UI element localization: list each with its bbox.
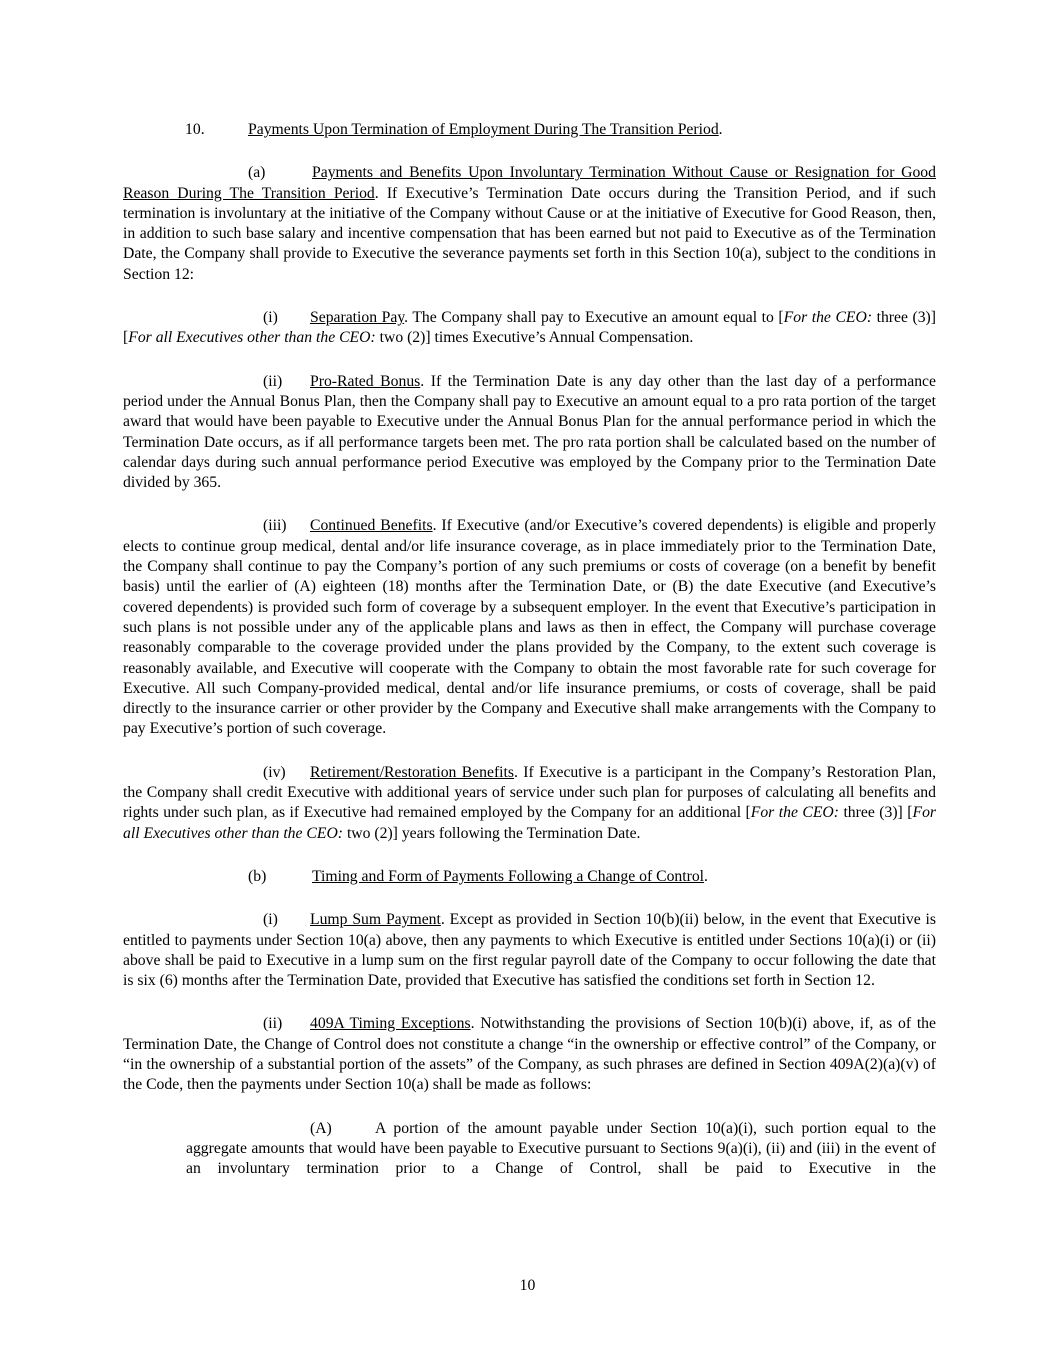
clause-title-b-ii: 409A Timing Exceptions [310, 1015, 471, 1033]
paragraph-10a-ii [123, 372, 936, 494]
clause-title-a-iii: Continued Benefits [310, 517, 433, 535]
clause-text-a-i-2: three (3)] [ [123, 309, 937, 347]
clause-italic-a-iv-2: For all Executives other than the CEO: [123, 804, 937, 842]
clause-label-b-i: (i) [263, 911, 278, 929]
paragraph-10b [123, 867, 936, 887]
clause-italic-a-i-1: For the CEO: [783, 309, 873, 327]
paragraph-10b-ii [123, 1014, 936, 1095]
section-title-period: . [718, 121, 723, 138]
section-title: Payments Upon Termination of Employment During The Transition Period [248, 121, 719, 138]
paragraph-10b-ii-A [186, 1119, 936, 1180]
clause-text-a-iv-2: three (3)] [ [838, 804, 913, 822]
clause-label-b-ii: (ii) [263, 1015, 283, 1033]
paragraph-10b-i [123, 910, 936, 991]
clause-title-a-ii: Pro-Rated Bonus [310, 372, 421, 390]
clause-label-b-ii-A: (A) [310, 1119, 332, 1137]
paragraph-10a [123, 163, 936, 285]
clause-label-b: (b) [248, 867, 267, 885]
paragraph-10a-iv [123, 763, 936, 844]
clause-italic-a-i-2: For all Executives other than the CEO: [128, 329, 376, 347]
clause-text-a: . If Executive’s Termination Date occurs during the Transition Period, and if such termination is involuntary at the initiative of the Company without Cause or at the initiative of Executive for Good Reason, then, in addition to such base salary and incentive compensation that has been earned but not paid to Executive as of the Termination Date, the Company shall provide to Executive the severance payments set forth in this Section 10(a), subject to the conditions in Section 12: [123, 184, 936, 283]
clause-title-b: Timing and Form of Payments Following a Change of Control [312, 867, 705, 885]
clause-title-b-i: Lump Sum Payment [310, 911, 441, 929]
clause-label-a: (a) [248, 164, 266, 182]
clause-text-a-iv-3: two (2)] years following the Termination Date. [343, 824, 641, 842]
clause-text-b-ii-A: A portion of the amount payable under Section 10(a)(i), such portion equal to the aggregate amounts that would have been payable to Executive pursuant to Sections 9(a)(i), (ii) and (iii) in the event of an involuntary termination prior to a Change of Control, shall be paid to Executive in the [186, 1119, 936, 1178]
clause-title-a-iv: Retirement/Restoration Benefits [310, 763, 515, 781]
clause-italic-a-iv-1: For the CEO: [750, 804, 839, 822]
clause-text-a-i-1: . The Company shall pay to Executive an amount equal to [ [404, 309, 784, 327]
document-body [123, 120, 936, 1179]
page-number: 10 [519, 1277, 536, 1294]
clause-label-a-ii: (ii) [263, 372, 283, 390]
clause-text-b-i: . Except as provided in Section 10(b)(ii) below, in the event that Executive is entitled to payments under Section 10(a) above, then any payments to which Executive is entitled under Sections 10(a)(i) or (ii) above shall be paid to Executive in a lump sum on the first regular payroll date of the Company to occur following the date that is six (6) months after the Termination Date, provided that Executive has satisfied the conditions set forth in Section 12. [123, 911, 936, 990]
paragraph-10a-iii [123, 516, 936, 739]
clause-title-b-period: . [704, 867, 708, 885]
clause-text-b-ii: . Notwithstanding the provisions of Section 10(b)(i) above, if, as of the Termination Date, the Change of Control does not constitute a change “in the ownership or effective control” of the Company, or “in the ownership of a substantial portion of the assets” of the Company, as such phrases are defined in Section 409A(2)(a)(v) of the Code, then the payments under Section 10(a) shall be made as follows: [123, 1015, 936, 1094]
clause-text-a-iv-1: . If Executive is a participant in the Company’s Restoration Plan, the Company shall credit Executive with additional years of service under such plan for purposes of calculating all benefits and rights under such plan, as if Executive had remained employed by the Company for an additional [ [123, 763, 936, 822]
clause-label-a-iii: (iii) [263, 517, 287, 535]
clause-text-a-i-3: two (2)] times Executive’s Annual Compensation. [375, 329, 694, 347]
clause-label-a-iv: (iv) [263, 763, 286, 781]
clause-title-a-i: Separation Pay [310, 309, 405, 327]
section-number: 10. [185, 121, 205, 138]
clause-title-a: Payments and Benefits Upon Involuntary Termination Without Cause or Resignation for Good Reason During The Transition Period [123, 164, 936, 202]
paragraph-10a-i [123, 308, 936, 349]
clause-text-a-iii: . If Executive (and/or Executive’s covered dependents) is eligible and properly elects to continue group medical, dental and/or life insurance coverage, as in place immediately prior to the Termination Date, the Company shall continue to pay the Company’s portion of any such premiums or costs of coverage (on a benefit by benefit basis) until the earlier of (A) eighteen (18) months after the Termination Date, or (B) the date Executive (and Executive’s covered dependents) is provided such form of coverage by a subsequent employer. In the event that Executive’s participation in such plans is not possible under any of the applicable plans and laws as then in effect, the Company will purchase coverage reasonably comparable to the coverage provided under the plans provided by the Company, to the extent such coverage is reasonably available, and Executive will cooperate with the Company to obtain the most favorable rate for such coverage for Executive. All such Company-provided medical, dental and/or life insurance premiums, or costs of coverage, shall be paid directly to the insurance carrier or other provider by the Company and Executive shall make arrangements with the Company to pay Executive’s portion of such coverage. [123, 517, 936, 738]
clause-text-a-ii: . If the Termination Date is any day other than the last day of a performance period under the Annual Bonus Plan, then the Company shall pay to Executive an amount equal to a pro rata portion of the target award that would have been payable to Executive under the Annual Bonus Plan for the annual performance period in which the Termination Date occurs, as if all performance targets been met. The pro rata portion shall be calculated based on the number of calendar days during such annual performance period Executive was employed by the Company prior to the Termination Date divided by 365. [123, 372, 936, 492]
section-10-heading [123, 120, 936, 140]
clause-label-a-i: (i) [263, 309, 278, 327]
